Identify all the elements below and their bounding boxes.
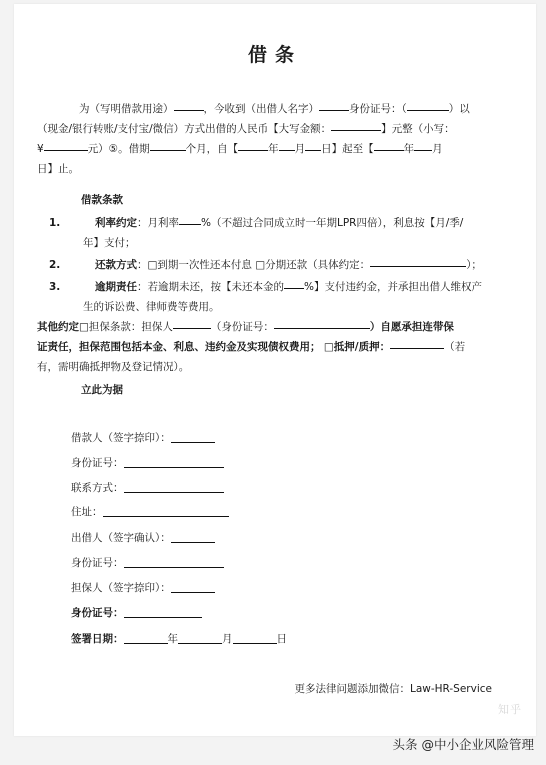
sig-label: 出借人（签字确认）：: [71, 532, 171, 544]
sig-line: [124, 606, 202, 618]
intro-text: 日】止。: [37, 163, 79, 175]
intro-text: ，今收到（出借人名字）: [203, 103, 319, 115]
intro-text: （现金/银行转账/支付宝/微信）方式出借的人民币【大写金额：: [37, 123, 332, 135]
term-text: %（不超过合同成立时一年期LPR四倍），利息按【月/季/: [201, 217, 464, 229]
term-text: ：若逾期未还，按【未还本金的: [137, 281, 284, 293]
other-terms-label: 其他约定: [37, 321, 79, 333]
intro-text: 】元整（小写：: [381, 123, 455, 135]
sig-line: [124, 632, 168, 644]
intro-line-1: [37, 99, 515, 119]
blank-repayment-details: [370, 257, 466, 268]
sig-line: [233, 632, 277, 644]
signature-lender-id: [71, 555, 224, 570]
term-interest: [37, 213, 507, 253]
intro-text: 元）⑤。借期: [87, 143, 150, 155]
other-text: （若: [444, 341, 466, 353]
other-text: 证责任，担保范围包括本金、利息、违约金及实现债权费用；: [37, 341, 321, 353]
intro-text: ¥: [37, 143, 44, 155]
intro-text: 个月，自【: [185, 143, 239, 155]
sig-label: 住址：: [71, 506, 103, 518]
intro-text: 年: [403, 143, 415, 155]
sig-label: 联系方式：: [71, 482, 124, 494]
blank-lender-name: [319, 101, 349, 112]
blank-guarantor-id: [274, 319, 370, 330]
intro-text: 月: [294, 143, 306, 155]
signature-date: [71, 631, 287, 646]
blank-end-month: [414, 141, 432, 152]
other-text: □担保条款：担保人: [79, 321, 173, 333]
document-page: [14, 4, 536, 736]
intro-text: 年: [268, 143, 279, 155]
intro-text: 为（写明借款用途）: [79, 103, 174, 115]
blank-purpose: [174, 101, 204, 112]
sig-label: 身份证号：: [71, 607, 124, 619]
date-year-label: 年: [167, 633, 178, 645]
term-text: 年】支付；: [83, 237, 136, 249]
term-text: ：月利率: [137, 217, 179, 229]
sig-label: 担保人（签字捺印）：: [71, 582, 171, 594]
blank-end-year: [374, 141, 404, 152]
sig-line: [171, 581, 215, 593]
intro-line-3: [37, 139, 515, 159]
sig-label: 签署日期：: [71, 633, 124, 645]
term-number: 1.: [49, 217, 61, 229]
term-number: 2.: [49, 259, 61, 271]
other-terms: [37, 317, 515, 377]
sig-line: [171, 431, 215, 443]
intro-text: 日】起至【: [321, 143, 374, 155]
terms-list: [37, 213, 507, 317]
intro-text: 月: [432, 143, 443, 155]
blank-penalty-rate: [284, 279, 304, 290]
blank-months: [150, 141, 186, 152]
footer-note: 更多法律问题添加微信：Law-HR-Service: [294, 683, 492, 695]
other-text: ）自愿承担连带保: [369, 321, 454, 333]
term-repayment: [37, 255, 507, 275]
blank-start-month: [279, 141, 295, 152]
term-label: 还款方式: [95, 259, 137, 271]
blank-amount-capital: [331, 121, 381, 132]
sig-line: [124, 481, 224, 493]
term-overdue: [37, 277, 507, 317]
signature-guarantor: [71, 580, 215, 595]
signature-borrower-id: [71, 455, 224, 470]
term-text: ）；: [466, 259, 482, 271]
term-text: 生的诉讼费、律师费等费用。: [83, 301, 220, 313]
proof-heading: 立此为据: [81, 384, 123, 396]
source-label: 头条 @中小企业风险管理: [392, 737, 534, 752]
intro-line-4: [37, 159, 515, 179]
blank-amount-number: [44, 141, 88, 152]
sig-line: [124, 456, 224, 468]
intro-text: 身份证号：（: [349, 103, 407, 115]
blank-collateral: [390, 339, 444, 350]
sig-label: 身份证号：: [71, 457, 124, 469]
sig-line: [171, 531, 215, 543]
signature-lender: [71, 530, 215, 545]
signature-address: [71, 504, 229, 519]
blank-rate: [179, 215, 201, 226]
blank-lender-id: [407, 101, 449, 112]
intro-line-2: [37, 119, 515, 139]
other-text: 有，需明确抵押物及登记情况）。: [37, 361, 190, 373]
sig-label: 身份证号：: [71, 557, 124, 569]
signature-contact: [71, 480, 224, 495]
term-text: ：□到期一次性还本付息 □分期还款（具体约定：: [137, 259, 371, 271]
sig-line: [178, 632, 222, 644]
blank-start-day: [305, 141, 321, 152]
other-text: （身份证号：: [210, 321, 274, 333]
date-day-label: 日: [276, 633, 287, 645]
watermark-logo: 知乎: [498, 703, 522, 716]
term-label: 逾期责任: [95, 281, 137, 293]
intro-paragraph: [37, 99, 515, 179]
term-label: 利率约定: [95, 217, 137, 229]
signature-borrower: [71, 430, 215, 445]
signature-guarantor-id: [71, 605, 202, 620]
document-title: 借条: [247, 44, 302, 66]
other-text: □抵押/质押：: [323, 341, 391, 353]
date-month-label: 月: [222, 633, 233, 645]
terms-heading: 借款条款: [81, 194, 123, 206]
blank-start-year: [238, 141, 268, 152]
sig-label: 借款人（签字捺印）：: [71, 432, 171, 444]
blank-guarantor: [173, 319, 211, 330]
sig-line: [103, 505, 229, 517]
term-text: %】支付违约金，并承担出借人维权产: [304, 281, 482, 293]
term-number: 3.: [49, 281, 61, 293]
intro-text: ）以: [448, 103, 470, 115]
sig-line: [124, 556, 224, 568]
